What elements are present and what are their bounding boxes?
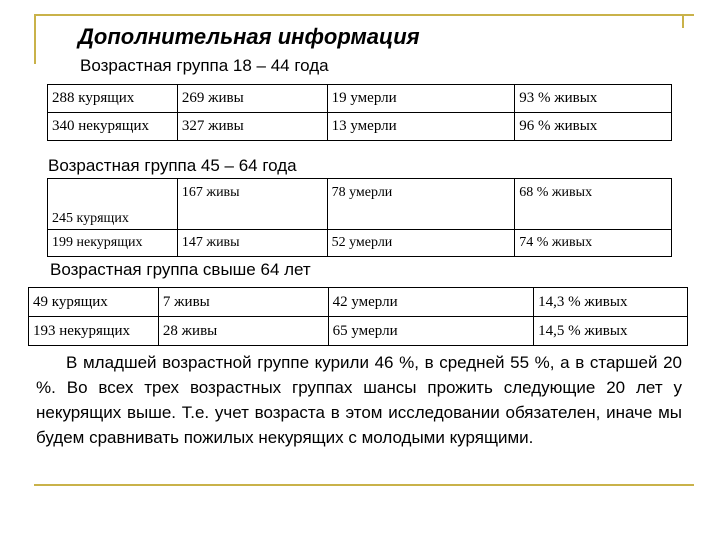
- table-cell: 7 живы: [158, 288, 328, 317]
- table-cell: 13 умерли: [327, 113, 515, 141]
- table-cell: 78 умерли: [327, 179, 515, 230]
- table-cell: 288 курящих: [48, 85, 178, 113]
- table-cell: 14,5 % живых: [534, 317, 688, 346]
- conclusion-paragraph: В младшей возрастной группе курили 46 %, в средней 55 %, а в старшей 20 %. Во всех трех возрастных группах шансы прожить следующие 20 лет у некурящих выше. Т.е. учет возраста в этом исследовании обязателен, иначе мы будем сравнивать пожилых некурящих с молодыми курящими.: [36, 353, 682, 447]
- table-cell: 167 живы: [177, 179, 327, 230]
- table-row: [48, 230, 672, 257]
- table-cell: 327 живы: [177, 113, 327, 141]
- table-row: [48, 113, 672, 141]
- table-cell: 269 живы: [177, 85, 327, 113]
- table-cell: 68 % живых: [515, 179, 672, 230]
- table-group-18-44: [47, 84, 672, 141]
- table-cell: 14,3 % живых: [534, 288, 688, 317]
- table-cell: 19 умерли: [327, 85, 515, 113]
- table-cell: 199 некурящих: [48, 230, 178, 257]
- group-heading-18-44: Возрастная группа 18 – 44 года: [80, 56, 329, 75]
- table-cell: 96 % живых: [515, 113, 672, 141]
- table-cell: 49 курящих: [29, 288, 159, 317]
- table-cell: 147 живы: [177, 230, 327, 257]
- table-cell: 93 % живых: [515, 85, 672, 113]
- decorative-bottom-line: [34, 484, 694, 486]
- table-row: [29, 288, 688, 317]
- table-cell: 42 умерли: [328, 288, 534, 317]
- table-cell: 74 % живых: [515, 230, 672, 257]
- decorative-corner-tick: [682, 14, 684, 28]
- table-group-over-64: [28, 287, 688, 346]
- decorative-top-line: [34, 14, 694, 16]
- table-cell: 245 курящих: [48, 179, 178, 230]
- table-cell: 28 живы: [158, 317, 328, 346]
- table-cell: 65 умерли: [328, 317, 534, 346]
- decorative-vertical-line: [34, 14, 36, 64]
- table-row: [48, 85, 672, 113]
- table-cell: 340 некурящих: [48, 113, 178, 141]
- table-row: [48, 179, 672, 230]
- group-heading-45-64: Возрастная группа 45 – 64 года: [48, 156, 297, 175]
- table-cell: 193 некурящих: [29, 317, 159, 346]
- group-heading-over-64: Возрастная группа свыше 64 лет: [50, 260, 311, 279]
- table-cell: 52 умерли: [327, 230, 515, 257]
- slide-title: Дополнительная информация: [78, 24, 420, 49]
- table-row: [29, 317, 688, 346]
- table-group-45-64: [47, 178, 672, 257]
